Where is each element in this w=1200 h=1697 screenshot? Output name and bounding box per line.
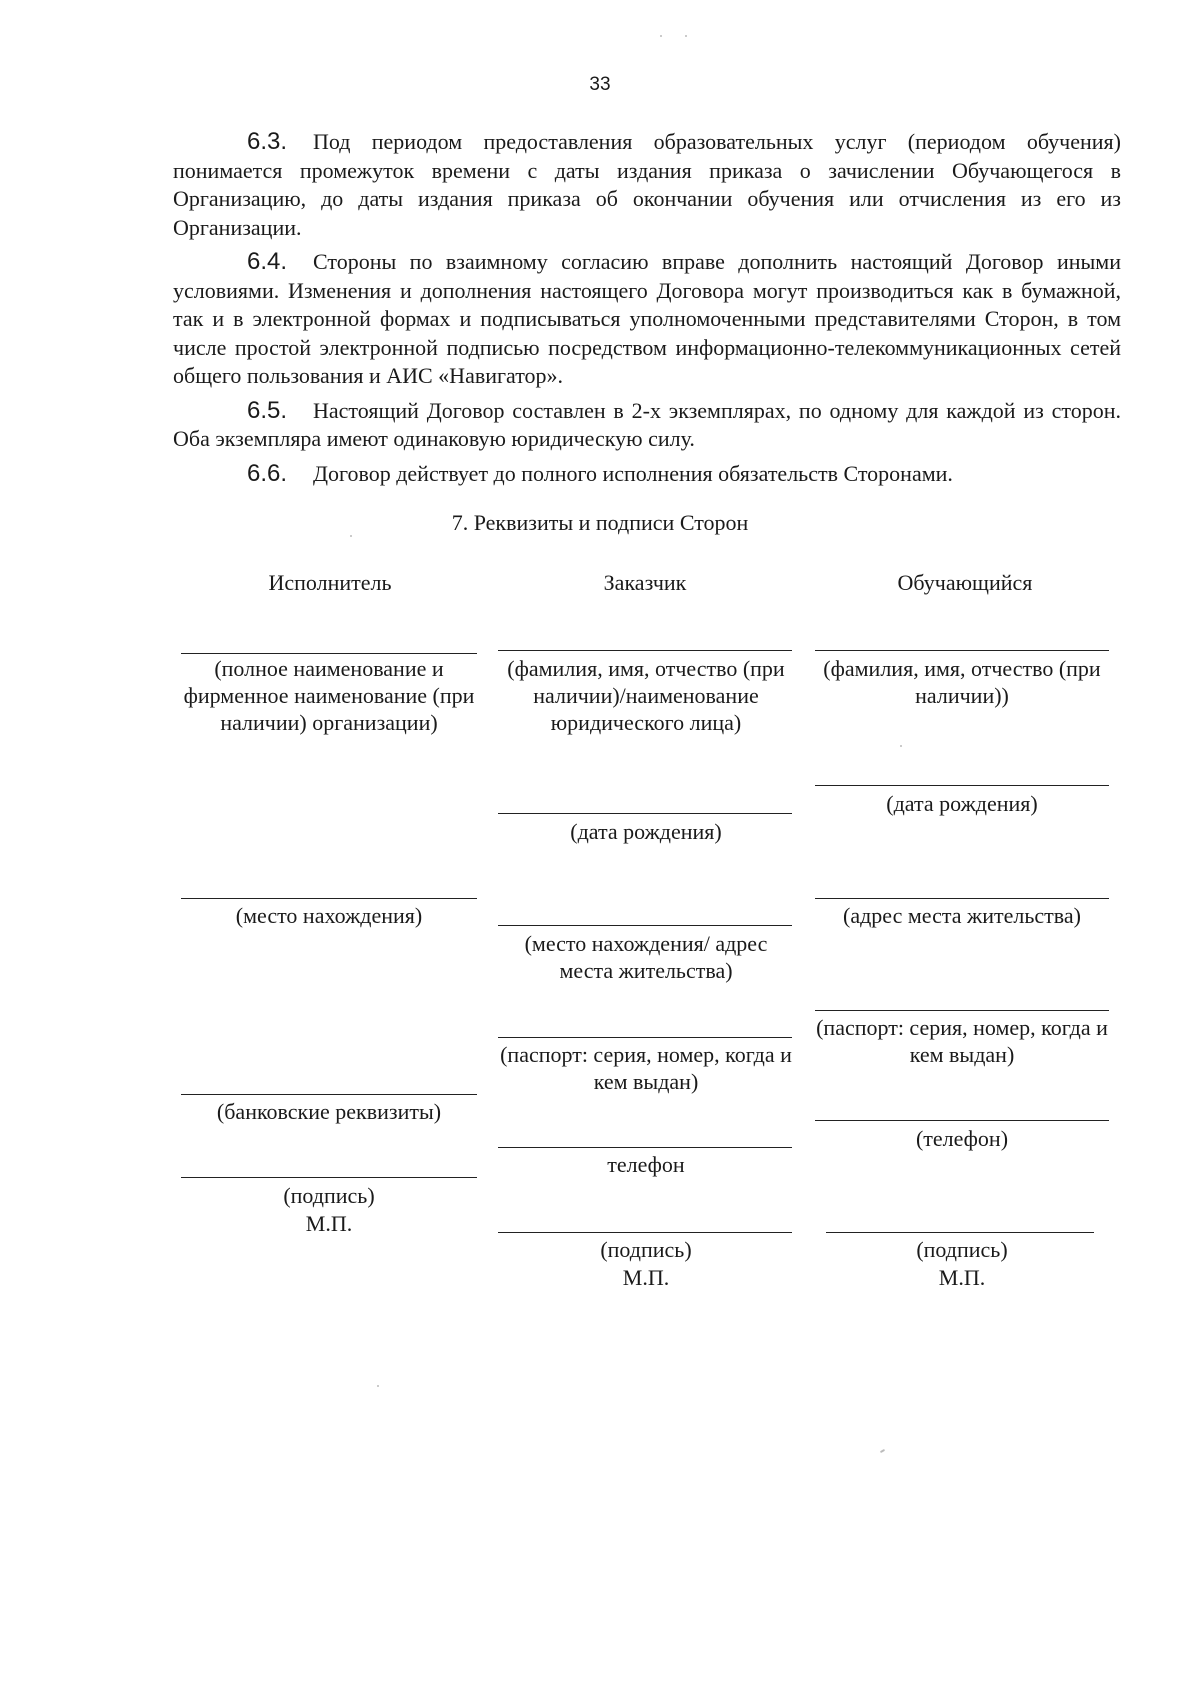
paragraph-6-5 [173, 397, 1121, 454]
executor-stamp: М.П. [305, 1211, 353, 1236]
student-heading: Обучающийся [897, 570, 1033, 595]
customer-address-line [498, 925, 792, 926]
student-phone-line [815, 1120, 1109, 1121]
scan-speck [377, 1385, 379, 1387]
customer-name-line [498, 650, 792, 651]
student-signature-line [826, 1232, 1094, 1233]
student-address-line [815, 898, 1109, 899]
executor-signature-caption: (подпись) [283, 1183, 375, 1208]
scan-speck [880, 1449, 885, 1453]
executor-location-line [181, 898, 477, 899]
paragraph-6-3 [173, 128, 1121, 242]
student-passport-line [815, 1010, 1109, 1011]
customer-address-caption: (место нахождения/ адрес места жительства) [524, 931, 768, 983]
executor-bank-caption: (банковские реквизиты) [216, 1099, 442, 1124]
scan-speck [350, 535, 352, 537]
paragraph-text: Настоящий Договор составлен в 2-х экземплярах, по одному для каждой из сторон. Оба экземпляра имеют одинаковую юридическую силу. [173, 397, 1121, 451]
customer-birth-line [498, 813, 792, 814]
scan-speck [685, 35, 687, 37]
scan-speck [900, 745, 902, 747]
customer-phone-caption: телефон [607, 1152, 685, 1177]
customer-stamp: М.П. [622, 1265, 670, 1290]
paragraph-6-6 [173, 460, 1121, 489]
paragraph-text: Под периодом предоставления образовательных услуг (периодом обучения) понимается промежуток времени с даты издания приказа о зачислении Обучающегося в Организацию, до даты издания приказа об окончании обучения или отчисления из его из Организации. [173, 129, 1121, 240]
student-name-line [815, 650, 1109, 651]
customer-passport-caption: (паспорт: серия, номер, когда и кем выдан) [500, 1042, 792, 1094]
paragraph-text: Договор действует до полного исполнения обязательств Сторонами. [313, 460, 953, 486]
paragraph-number: 6.6. [247, 459, 288, 487]
student-stamp: М.П. [938, 1265, 986, 1290]
student-phone-caption: (телефон) [915, 1126, 1009, 1151]
contract-body [173, 128, 1121, 494]
customer-passport-line [498, 1037, 792, 1038]
customer-phone-line [498, 1147, 792, 1148]
section-title: 7. Реквизиты и подписи Сторон [451, 510, 749, 535]
customer-signature-line [498, 1232, 792, 1233]
executor-bank-line [181, 1094, 477, 1095]
executor-location-caption: (место нахождения) [235, 903, 423, 928]
paragraph-number: 6.4. [247, 248, 288, 275]
page-number: 33 [589, 74, 611, 95]
scan-speck [660, 35, 662, 37]
student-name-caption: (фамилия, имя, отчество (при наличии)) [823, 656, 1101, 708]
executor-heading: Исполнитель [268, 570, 392, 595]
student-birth-caption: (дата рождения) [886, 791, 1038, 816]
student-birth-line [815, 785, 1109, 786]
customer-name-caption: (фамилия, имя, отчество (при наличии)/наименование юридического лица) [507, 656, 785, 735]
paragraph-6-4 [173, 248, 1121, 391]
customer-birth-caption: (дата рождения) [570, 819, 722, 844]
student-passport-caption: (паспорт: серия, номер, когда и кем выдан) [816, 1015, 1108, 1067]
paragraph-number: 6.5. [247, 396, 288, 424]
paragraph-text: Стороны по взаимному согласию вправе дополнить настоящий Договор иными условиями. Изменения и дополнения настоящего Договора могут производиться как в бумажной, так и в электронной формах и подписываться уполномоченными представителями Сторон, в том числе простой электронной подписью посредством информационно-телекоммуникационных сетей общего пользования и АИС «Навигатор». [173, 249, 1121, 388]
paragraph-number: 6.3. [247, 128, 288, 155]
executor-name-line [181, 653, 477, 654]
student-address-caption: (адрес места жительства) [843, 903, 1081, 928]
student-signature-caption: (подпись) [916, 1237, 1008, 1262]
executor-name-caption: (полное наименование и фирменное наименование (при наличии) организации) [183, 656, 475, 735]
customer-heading: Заказчик [603, 570, 687, 595]
customer-signature-caption: (подпись) [600, 1237, 692, 1262]
executor-signature-line [181, 1177, 477, 1178]
